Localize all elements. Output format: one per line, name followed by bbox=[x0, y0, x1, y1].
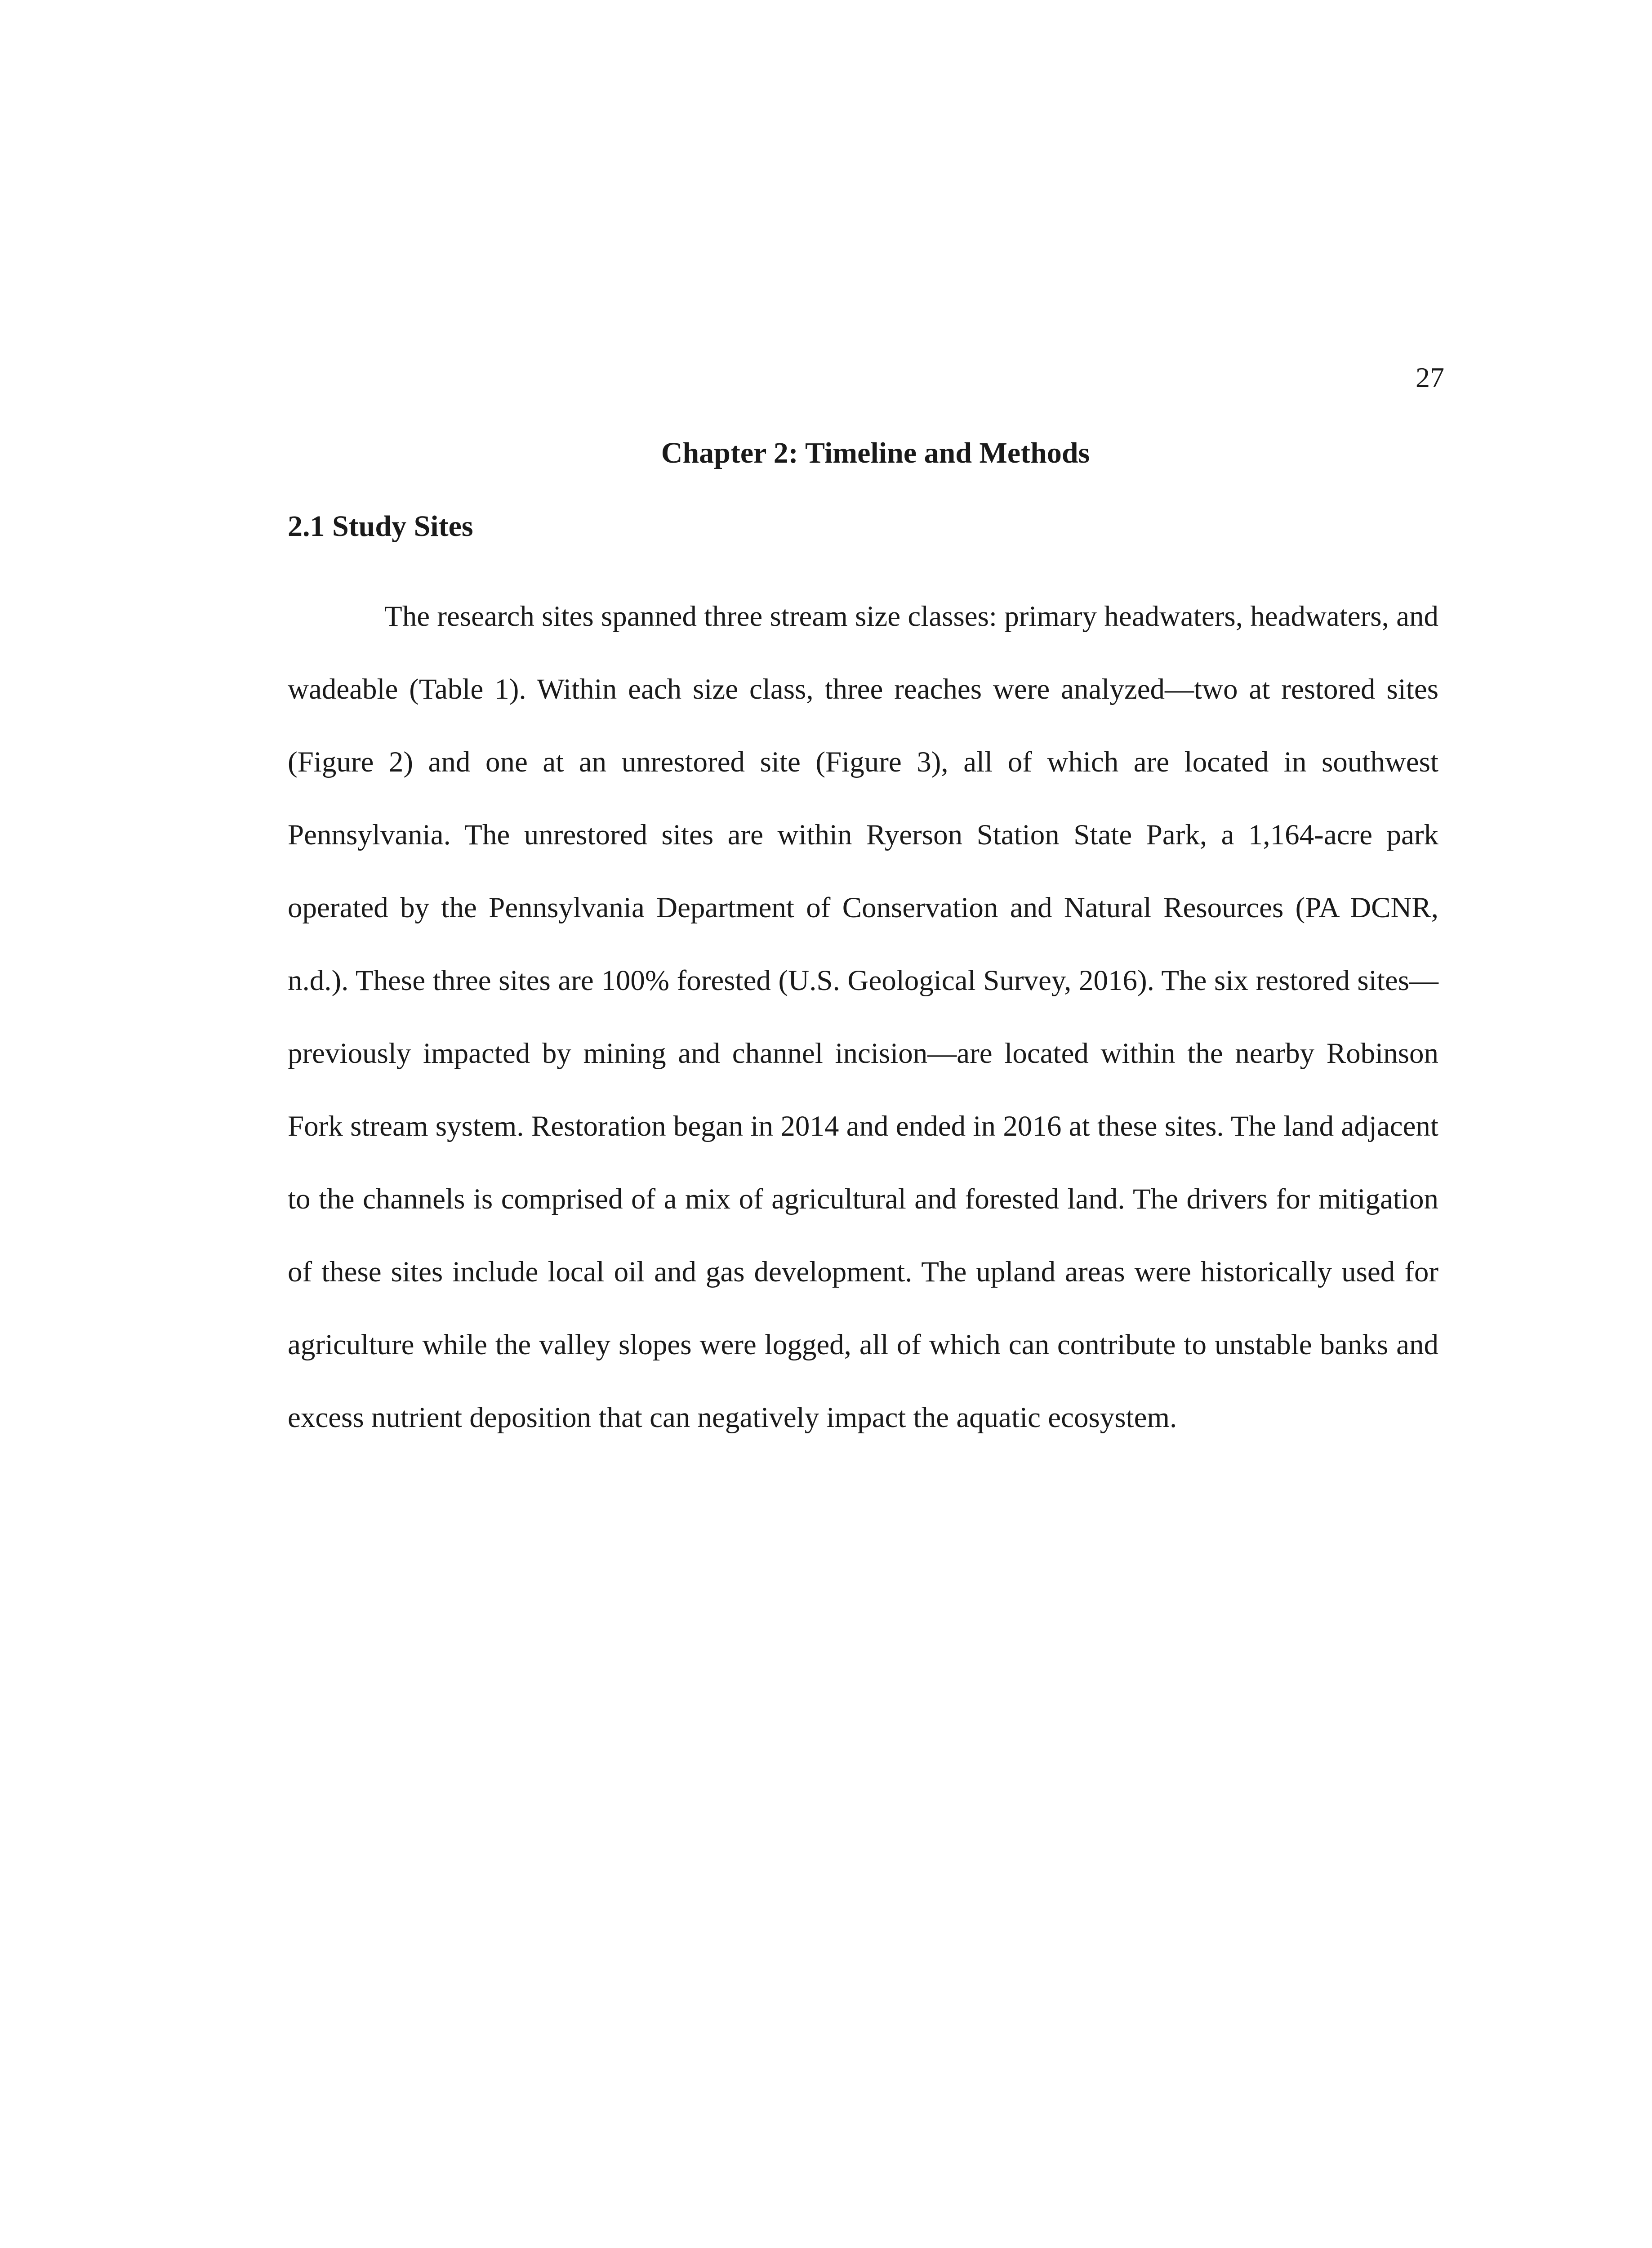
body-paragraph: The research sites spanned three stream size classes: primary headwaters, headwaters, and wadeable (Table 1). Within each size class, three reaches were analyzed—two at restored sites (Figure 2) and one at an unrestored site (Figure 3), all of which are located in southwest Pennsylvania. The unrestored sites are within Ryerson Station State Park, a 1,164-acre park operated by the Pennsylvania Department of Conservation and Natural Resources (PA DCNR, n.d.). These three sites are 100% forested (U.S. Geological Survey, 2016). The six restored sites—previously impacted by mining and channel incision—are located within the nearby Robinson Fork stream system. Restoration began in 2014 and ended in 2016 at these sites. The land adjacent to the channels is comprised of a mix of agricultural and forested land. The drivers for mitigation of these sites include local oil and gas development. The upland areas were historically used for agriculture while the valley slopes were logged, all of which can contribute to unstable banks and excess nutrient deposition that can negatively impact the aquatic ecosystem. bbox=[288, 600, 1438, 1434]
page-number: 27 bbox=[1416, 361, 1444, 393]
chapter-title: Chapter 2: Timeline and Methods bbox=[661, 437, 1090, 469]
section-heading: 2.1 Study Sites bbox=[288, 510, 473, 543]
